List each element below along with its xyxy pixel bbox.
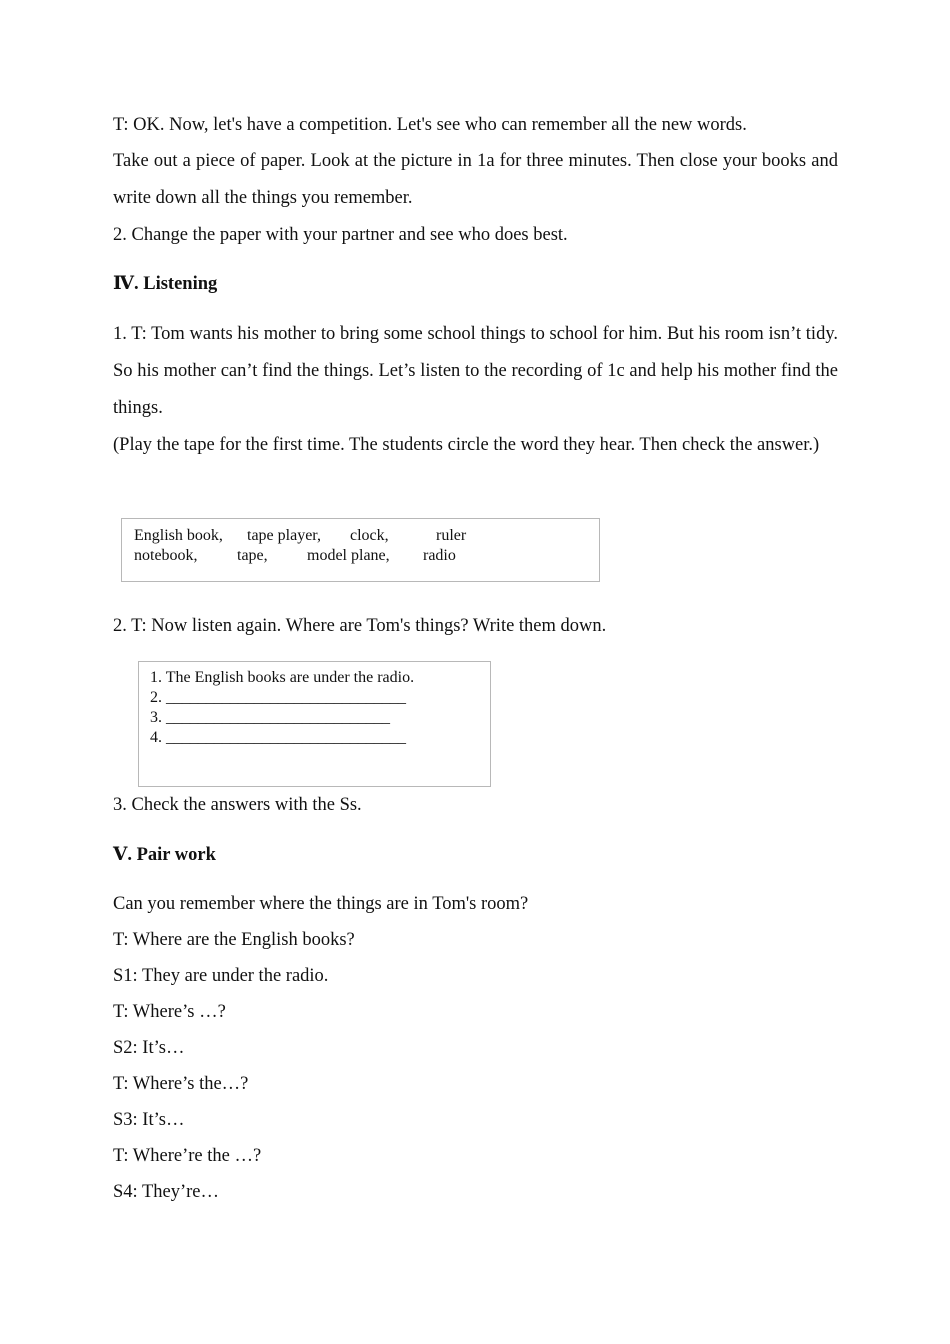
- competition-steps: Take out a piece of paper. Look at the picture in 1a for three minutes. Then close your books and write down all the things you remember.: [113, 151, 838, 208]
- listen-again-instruction: 2. T: Now listen again. Where are Tom's things? Write them down.: [113, 616, 607, 636]
- pair-work-line: T: Where are the English books?: [113, 930, 355, 950]
- pair-work-line: S2: It’s…: [113, 1038, 185, 1058]
- word-item: clock,: [350, 527, 389, 544]
- answer-box: [138, 661, 491, 787]
- pair-work-heading: Ⅴ. Pair work: [113, 845, 216, 865]
- answer-line: 4. ______________________________: [150, 729, 406, 746]
- word-item: notebook,: [134, 547, 198, 564]
- pair-work-line: T: Where’re the …?: [113, 1146, 262, 1166]
- pair-work-line: T: Where’s the…?: [113, 1074, 249, 1094]
- answer-line: 1. The English books are under the radio.: [150, 669, 415, 686]
- pair-work-line: S1: They are under the radio.: [113, 966, 329, 986]
- word-item: ruler: [436, 527, 467, 544]
- change-paper-step: 2. Change the paper with your partner and see who does best.: [113, 225, 568, 245]
- answer-line: 2. ______________________________: [150, 689, 406, 706]
- word-item: radio: [423, 547, 456, 564]
- competition-instruction: T: OK. Now, let's have a competition. Let's see who can remember all the new words.: [113, 115, 747, 135]
- word-box: [121, 518, 600, 582]
- pair-work-line: S4: They’re…: [113, 1182, 220, 1202]
- pair-work-line: S3: It’s…: [113, 1110, 185, 1130]
- word-item: tape,: [237, 547, 268, 564]
- listening-heading: Ⅳ. Listening: [113, 274, 218, 294]
- pair-work-line: T: Where’s …?: [113, 1002, 226, 1022]
- listening-intro: 1. T: Tom wants his mother to bring some school things to school for him. But his room isn’t tidy. So his mother can’t find the things. Let’s listen to the recording of 1c and help his mother find the things.: [113, 324, 838, 418]
- listening-play-note: (Play the tape for the first time. The students circle the word they hear. Then check the answer.): [113, 435, 820, 455]
- pair-work-line: Can you remember where the things are in Tom's room?: [113, 894, 529, 914]
- word-item: tape player,: [247, 527, 321, 544]
- word-item: English book,: [134, 527, 223, 544]
- check-answers-step: 3. Check the answers with the Ss.: [113, 795, 362, 815]
- word-item: model plane,: [307, 547, 390, 564]
- answer-line: 3. ____________________________: [150, 709, 390, 726]
